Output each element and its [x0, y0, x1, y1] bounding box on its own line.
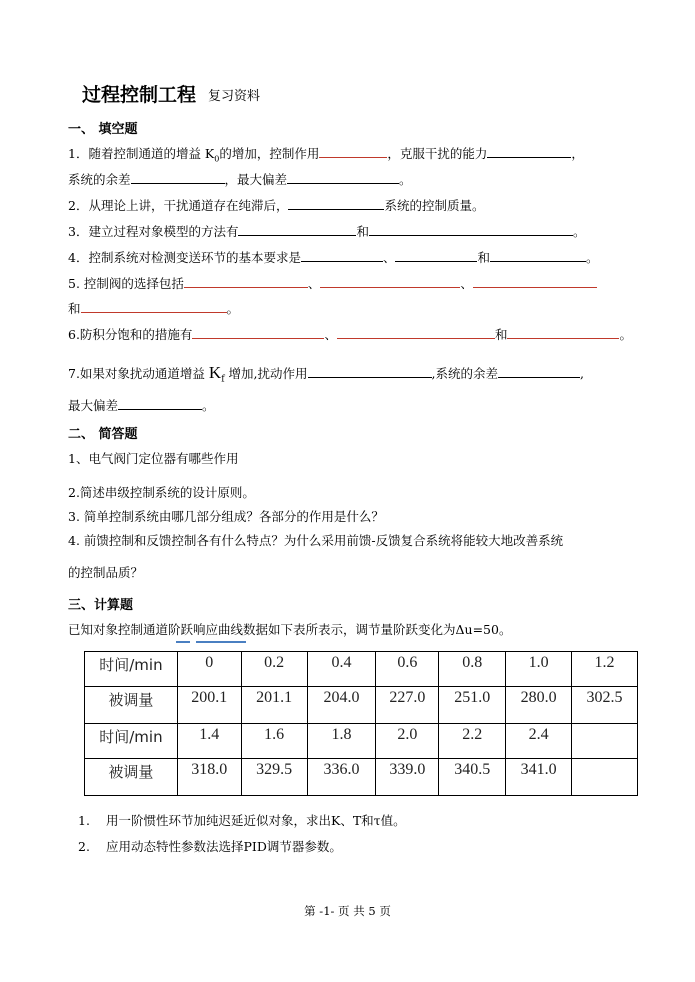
short-answer-item-3: 3. 简单控制系统由哪几部分组成？各部分的作用是什么？	[68, 509, 384, 524]
q7-text-c: ,系统的余差	[431, 366, 498, 381]
q3-text-b: 和	[356, 224, 369, 239]
q1-blank-1[interactable]	[319, 144, 387, 158]
q6-blank-3[interactable]	[507, 325, 619, 339]
table-cell: 被调量	[85, 759, 178, 796]
calc-task-2-text: 应用动态特性参数法选择PID调节器参数。	[106, 839, 342, 854]
question-5-line-1	[68, 274, 597, 292]
question-4	[68, 248, 599, 266]
table-cell: 0.4	[307, 652, 376, 687]
question-7-line-1	[68, 363, 584, 385]
calc-task-1	[78, 811, 406, 829]
table-cell: 340.5	[439, 759, 506, 796]
section-short-answer-heading: 二、 简答题	[68, 427, 138, 442]
q7-k-subscript: f	[221, 374, 225, 385]
q4-text-b: 、	[382, 250, 396, 265]
q5-text-a: 5. 控制阀的选择包括	[68, 276, 184, 291]
q5-blank-2[interactable]	[320, 274, 460, 288]
table-cell: 1.8	[307, 724, 376, 759]
table-row	[85, 724, 638, 759]
short-answer-item-4: 4. 前馈控制和反馈控制各有什么特点？为什么采用前馈-反馈复合系统将能较大地改善系统	[68, 533, 564, 548]
section-fill-in-heading: 一、 填空题	[68, 122, 138, 137]
question-3	[68, 222, 586, 240]
q7-blank-3[interactable]	[118, 396, 202, 410]
step-response-table	[84, 651, 638, 796]
table-cell: 251.0	[439, 687, 506, 724]
table-row	[85, 759, 638, 796]
q6-blank-1[interactable]	[192, 325, 324, 339]
q7-blank-1[interactable]	[308, 364, 432, 378]
q4-blank-1[interactable]	[301, 248, 383, 262]
q1-blank-4[interactable]	[287, 170, 399, 184]
q7-k-symbol: K	[208, 363, 222, 382]
question-1-line-2	[68, 170, 412, 188]
calc-task-2	[78, 837, 342, 855]
q1-text-f: ，最大偏差	[224, 172, 288, 187]
q5-text-d: 和	[68, 301, 81, 316]
table-cell: 200.1	[177, 687, 241, 724]
table-cell: 0.6	[376, 652, 439, 687]
page-footer: 第 -1- 页 共 5 页	[304, 904, 391, 918]
table-cell: 2.0	[376, 724, 439, 759]
table-cell: 被调量	[85, 687, 178, 724]
document-subtitle: 复习资料	[208, 89, 261, 104]
q7-blank-2[interactable]	[498, 364, 580, 378]
table-cell: 204.0	[307, 687, 376, 724]
short-answer-item-4-cont: 的控制品质？	[68, 565, 144, 580]
table-cell: 201.1	[241, 687, 307, 724]
q5-text-e: 。	[226, 301, 240, 316]
q4-text-d: 。	[586, 250, 599, 265]
q6-text-d: 。	[619, 327, 632, 342]
table-cell	[572, 759, 638, 796]
q5-text-b: 、	[307, 276, 321, 291]
table-cell: 336.0	[307, 759, 376, 796]
calculation-intro: 已知对象控制通道阶跃响应曲线数据如下表所表示，调节量阶跃变化为Δu=50。	[68, 622, 512, 637]
table-mark-1	[176, 641, 190, 643]
table-row	[85, 652, 638, 687]
q2-text-a: 2．从理论上讲，干扰通道存在纯滞后，	[68, 198, 289, 213]
table-cell: 227.0	[376, 687, 439, 724]
calc-task-2-number: 2.	[78, 839, 90, 854]
q1-k-subscript: 0	[214, 154, 220, 164]
question-7-line-2	[68, 396, 215, 414]
table-cell: 0	[177, 652, 241, 687]
q2-blank-1[interactable]	[288, 196, 384, 210]
question-2	[68, 196, 484, 214]
q5-text-c: 、	[460, 276, 473, 291]
table-cell: 1.0	[506, 652, 572, 687]
q1-blank-3[interactable]	[131, 170, 225, 184]
table-cell: 339.0	[376, 759, 439, 796]
table-cell: 0.8	[439, 652, 506, 687]
q5-blank-1[interactable]	[184, 274, 308, 288]
q1-text-e: 系统的余差	[68, 172, 131, 187]
q1-text-a: 1．随着控制通道的增益 K	[68, 146, 215, 161]
q3-text-a: 3．建立过程对象模型的方法有	[68, 224, 239, 239]
calc-task-1-text: 用一阶惯性环节加纯迟延近似对象，求出K、T和τ值。	[106, 813, 406, 828]
section-calculation-heading: 三、计算题	[68, 598, 134, 613]
q1-blank-2[interactable]	[487, 144, 571, 158]
table-cell: 280.0	[506, 687, 572, 724]
table-cell: 2.2	[439, 724, 506, 759]
q6-blank-2[interactable]	[337, 325, 495, 339]
table-cell: 1.6	[241, 724, 307, 759]
question-1-line-1	[68, 144, 584, 164]
q1-text-c: ，克服干扰的能力	[387, 146, 488, 161]
table-cell	[572, 724, 638, 759]
document-title: 过程控制工程	[82, 84, 197, 106]
calc-task-1-number: 1.	[78, 813, 90, 828]
table-cell: 1.4	[177, 724, 241, 759]
q1-text-b: 的增加，控制作用	[219, 146, 320, 161]
q5-blank-3[interactable]	[473, 274, 597, 288]
q1-text-g: 。	[399, 172, 412, 187]
q7-text-d: ,	[580, 366, 584, 381]
q6-text-c: 和	[494, 327, 508, 342]
q4-blank-3[interactable]	[490, 248, 586, 262]
q4-text-a: 4．控制系统对检测变送环节的基本要求是	[68, 250, 301, 265]
q4-blank-2[interactable]	[395, 248, 477, 262]
q2-text-b: 系统的控制质量。	[384, 198, 485, 213]
table-cell: 1.2	[572, 652, 638, 687]
table-cell: 329.5	[241, 759, 307, 796]
table-mark-2	[196, 641, 246, 643]
short-answer-item-2: 2.简述串级控制系统的设计原则。	[68, 485, 255, 500]
q4-text-c: 和	[477, 250, 490, 265]
q6-text-a: 6.防积分饱和的措施有	[68, 327, 193, 342]
table-cell: 0.2	[241, 652, 307, 687]
table-row	[85, 687, 638, 724]
question-6	[68, 325, 632, 343]
table-cell: 302.5	[572, 687, 638, 724]
q1-text-d: ，	[571, 146, 584, 161]
q5-blank-4[interactable]	[81, 299, 227, 313]
question-5-line-2	[68, 299, 239, 317]
table-cell: 2.4	[506, 724, 572, 759]
q3-blank-1[interactable]	[238, 222, 356, 236]
short-answer-item-1: 1、电气阀门定位器有哪些作用	[68, 451, 239, 466]
q7-text-b: 增加,扰动作用	[228, 366, 308, 381]
q7-text-f: 。	[202, 398, 215, 413]
table-cell: 时间/min	[85, 724, 178, 759]
q7-text-e: 最大偏差	[68, 398, 119, 413]
q3-text-c: 。	[572, 224, 586, 239]
q6-text-b: 、	[324, 327, 337, 342]
table-cell: 318.0	[177, 759, 241, 796]
table-cell: 341.0	[506, 759, 572, 796]
table-cell: 时间/min	[85, 652, 178, 687]
q3-blank-2[interactable]	[369, 222, 573, 236]
q7-text-a: 7.如果对象扰动通道增益	[68, 366, 205, 381]
